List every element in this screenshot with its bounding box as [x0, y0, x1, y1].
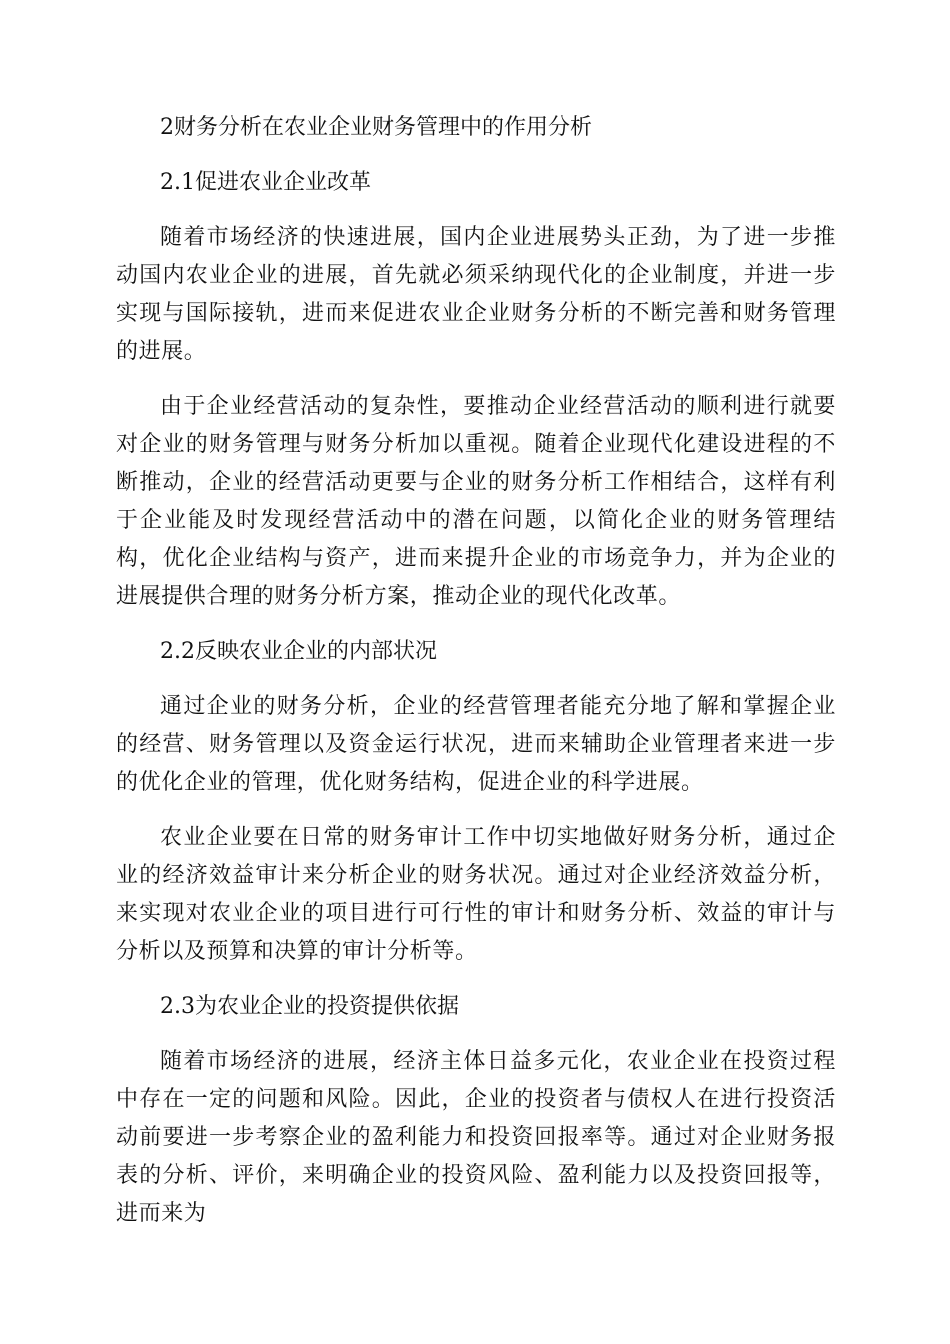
paragraph: 农业企业要在日常的财务审计工作中切实地做好财务分析，通过企业的经济效益审计来分析企业的财务状况。通过对企业经济效益分析，来实现对农业企业的项目进行可行性的审计和财务分析、效益的审计与分析以及预算和决算的审计分析等。 — [116, 825, 836, 964]
paragraph: 随着市场经济的进展，经济主体日益多元化，农业企业在投资过程中存在一定的问题和风险。因此，企业的投资者与债权人在进行投资活动前要进一步考察企业的盈利能力和投资回报率等。通过对企业财务报表的分析、评价，来明确企业的投资风险、盈利能力以及投资回报等，进而来为 — [116, 1049, 836, 1226]
subsection-heading-2-1: 2.1促进农业企业改革 — [160, 170, 371, 195]
paragraph: 通过企业的财务分析，企业的经营管理者能充分地了解和掌握企业的经营、财务管理以及资金运行状况，进而来辅助企业管理者来进一步的优化企业的管理，优化财务结构，促进企业的科学进展。 — [116, 694, 836, 795]
section-title: 2财务分析在农业企业财务管理中的作用分析 — [160, 115, 592, 140]
paragraph: 由于企业经营活动的复杂性，要推动企业经营活动的顺利进行就要对企业的财务管理与财务分析加以重视。随着企业现代化建设进程的不断推动，企业的经营活动更要与企业的财务分析工作相结合，这样有利于企业能及时发现经营活动中的潜在问题，以简化企业的财务管理结构，优化企业结构与资产，进而来提升企业的市场竞争力，并为企业的进展提供合理的财务分析方案，推动企业的现代化改革。 — [116, 394, 836, 609]
subsection-heading-2-3: 2.3为农业企业的投资提供依据 — [160, 994, 459, 1019]
document-body — [116, 109, 836, 1250]
subsection-heading-2-2: 2.2反映农业企业的内部状况 — [160, 639, 437, 664]
paragraph: 随着市场经济的快速进展，国内企业进展势头正劲，为了进一步推动国内农业企业的进展，首先就必须采纳现代化的企业制度，并进一步实现与国际接轨，进而来促进农业企业财务分析的不断完善和财务管理的进展。 — [116, 225, 836, 364]
